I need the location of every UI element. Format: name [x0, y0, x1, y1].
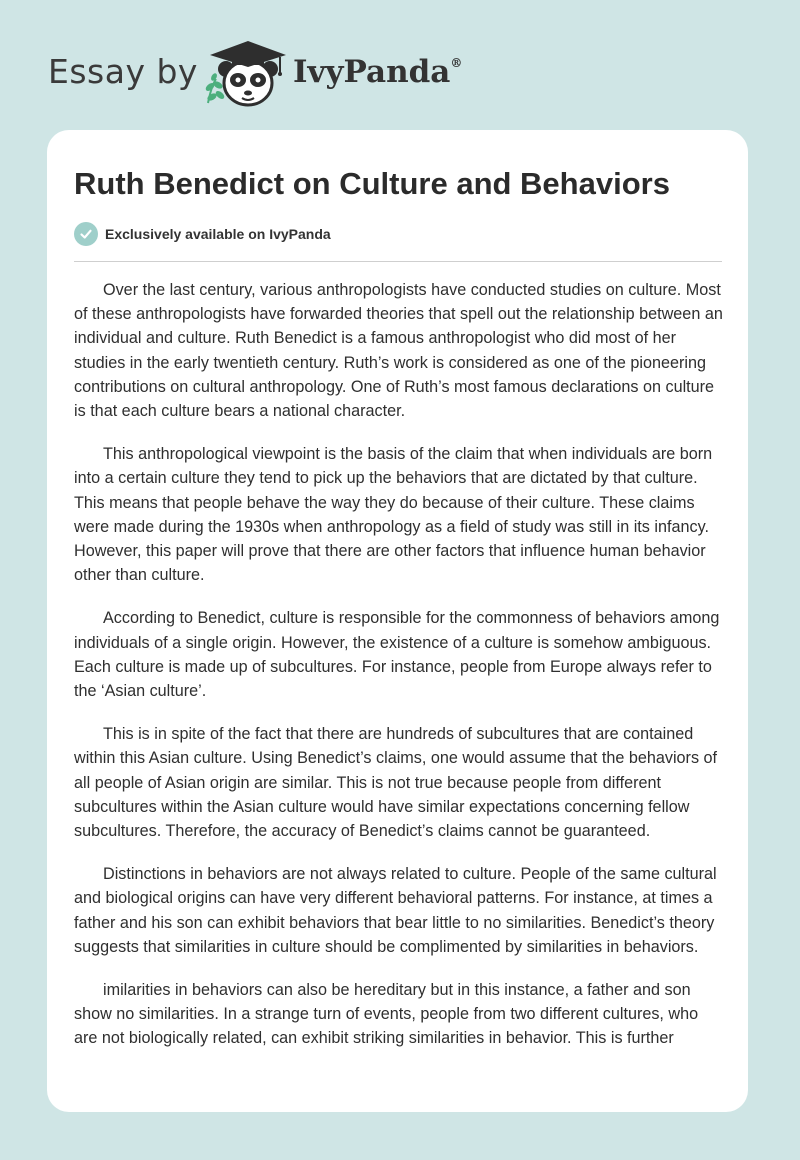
paragraph: This anthropological viewpoint is the basis of the claim that when individuals are born into a certain culture they tend to pick up the behaviors that are dictated by that culture. This means that people behave the way they do because of their culture. These claims were made during the 1930s when anthropology as a field of study was still in its infancy. However, this paper will prove that there are other factors that influence human behavior other than culture. — [74, 445, 713, 585]
paragraph: Over the last century, various anthropologists have conducted studies on culture. Most of these anthropologists have forwarded theories that spell out the relationship between an individual and culture. Ruth Benedict is a famous anthropologist who did most of her studies in the early twentieth century. Ruth’s work is considered as one of the pioneering contributions on cultural anthropology. One of Ruth’s most famous declarations on culture is that each culture bears a national character. — [74, 281, 723, 421]
paragraph: imilarities in behaviors can also be hereditary but in this instance, a father and son show no similarities. In a strange turn of events, people from two different cultures, who are not biologically related, can exhibit striking similarities in behavior. This is further — [74, 981, 699, 1048]
registered-mark: ® — [450, 55, 463, 70]
exclusive-badge — [74, 222, 331, 246]
check-icon — [74, 222, 98, 246]
site-header — [48, 30, 548, 110]
divider — [74, 261, 722, 262]
essay-card — [47, 130, 748, 1112]
page-title: Ruth Benedict on Culture and Behaviors — [74, 166, 670, 201]
paragraph: This is in spite of the fact that there are hundreds of subcultures that are contained within this Asian culture. Using Benedict’s claims, one would assume that the behaviors of all people of Asian origin are similar. This is not true because people from different subcultures within the Asian culture would have similar expectations concerning fellow subcultures. Therefore, the accuracy of Benedict’s claims cannot be guaranteed. — [74, 725, 718, 841]
panda-graduate-icon — [200, 35, 290, 109]
paragraph: Distinctions in behaviors are not always related to culture. People of the same cultural and biological origins can have very different behavioral patterns. For instance, at times a father and his son can exhibit behaviors that bear little to no similarities. Benedict’s theory suggests that similarities in culture should be complimented by similarities in behaviors. — [74, 865, 717, 956]
badge-label: Exclusively available on IvyPanda — [105, 226, 331, 242]
brand-name[interactable]: IvyPanda® — [293, 54, 463, 90]
essay-body — [74, 278, 724, 1070]
essay-by-label: Essay by — [48, 52, 198, 91]
paragraph: According to Benedict, culture is responsible for the commonness of behaviors among individuals of a single origin. However, the existence of a culture is somehow ambiguous. Each culture is made up of subcultures. For instance, people from Europe always refer to the ‘Asian culture’. — [74, 609, 720, 701]
